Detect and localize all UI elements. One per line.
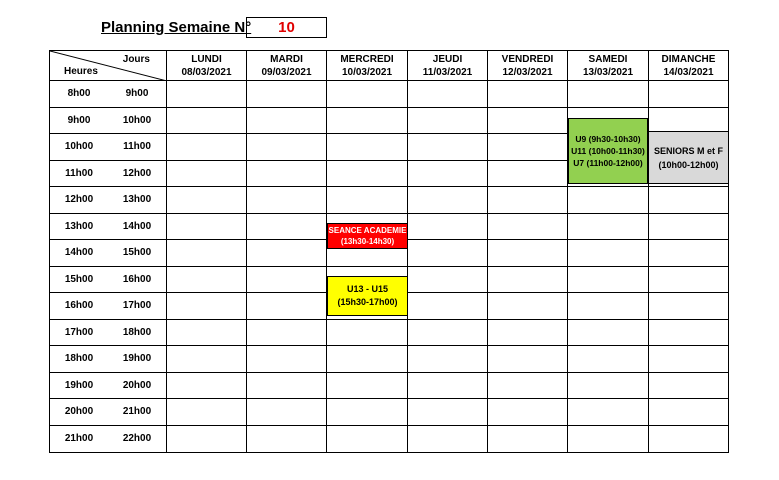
day-header-samedi (568, 51, 649, 81)
slot-cell[interactable] (247, 240, 327, 267)
slot-cell[interactable] (408, 293, 488, 320)
event-line-u9: U9 (9h30-10h30) (575, 134, 641, 144)
slot-cell[interactable] (649, 372, 729, 399)
hour-end: 21h00 (122, 406, 152, 418)
slot-cell[interactable] (167, 319, 247, 346)
slot-cell[interactable] (247, 107, 327, 134)
slot-cell[interactable] (247, 425, 327, 452)
slot-cell[interactable] (488, 160, 568, 187)
slot-cell[interactable] (327, 187, 408, 214)
time-row (50, 425, 729, 452)
hour-end: 17h00 (122, 300, 152, 312)
slot-cell[interactable] (408, 81, 488, 108)
slot-cell[interactable] (247, 134, 327, 161)
event-time: (10h00-12h00) (658, 159, 719, 170)
slot-cell[interactable] (327, 425, 408, 452)
slot-cell[interactable] (488, 425, 568, 452)
slot-cell[interactable] (247, 346, 327, 373)
slot-cell[interactable] (568, 81, 649, 108)
day-header-vendredi (488, 51, 568, 81)
slot-cell[interactable] (167, 399, 247, 426)
slot-cell[interactable] (327, 319, 408, 346)
slot-cell[interactable] (649, 213, 729, 240)
day-date: 09/03/2021 (261, 66, 312, 78)
day-header-lundi (167, 51, 247, 81)
slot-cell[interactable] (247, 160, 327, 187)
hour-cell (50, 240, 167, 267)
schedule-table (49, 50, 729, 453)
slot-cell[interactable] (649, 107, 729, 134)
slot-cell[interactable] (247, 213, 327, 240)
week-number: 10 (246, 17, 327, 38)
slot-cell[interactable] (167, 107, 247, 134)
slot-cell[interactable] (327, 346, 408, 373)
slot-cell[interactable] (408, 372, 488, 399)
day-date: 12/03/2021 (502, 66, 553, 78)
hour-start: 21h00 (64, 433, 94, 444)
slot-cell[interactable] (408, 187, 488, 214)
event-time: (15h30-17h00) (337, 297, 398, 307)
slot-cell[interactable] (649, 319, 729, 346)
slot-cell[interactable] (649, 266, 729, 293)
slot-cell[interactable] (247, 81, 327, 108)
hour-cell (50, 160, 167, 187)
day-header-jeudi (408, 51, 488, 81)
slot-cell[interactable] (649, 346, 729, 373)
day-name: MARDI (270, 53, 303, 65)
hour-end: 16h00 (122, 273, 152, 285)
day-date: 11/03/2021 (422, 66, 473, 78)
slot-cell[interactable] (568, 319, 649, 346)
slot-cell[interactable] (488, 187, 568, 214)
hour-start: 19h00 (64, 379, 94, 391)
slot-cell[interactable] (488, 81, 568, 108)
event-title: SENIORS M et F (653, 145, 723, 156)
hour-end: 13h00 (122, 194, 152, 206)
hour-cell (50, 372, 167, 399)
hour-cell (50, 107, 167, 134)
hour-cell (50, 266, 167, 293)
slot-cell[interactable] (167, 240, 247, 267)
hour-cell (50, 187, 167, 214)
hour-end: 15h00 (122, 247, 152, 259)
slot-cell[interactable] (649, 240, 729, 267)
slot-cell[interactable] (327, 107, 408, 134)
time-row (50, 81, 729, 108)
day-header-dimanche (649, 51, 729, 81)
hour-cell (50, 399, 167, 426)
day-name: MERCREDI (340, 53, 394, 65)
day-name: VENDREDI (501, 53, 554, 65)
hour-cell (50, 81, 167, 108)
day-date: 14/03/2021 (663, 66, 714, 78)
event-samedi-jeunes (568, 118, 648, 184)
hour-end: 12h00 (122, 167, 152, 179)
time-row (50, 346, 729, 373)
header-row (50, 51, 729, 81)
day-date: 13/03/2021 (582, 66, 634, 78)
event-line-u7: U7 (11h00-12h00) (573, 158, 643, 168)
slot-cell[interactable] (568, 293, 649, 320)
slot-cell[interactable] (649, 425, 729, 452)
hour-cell (50, 346, 167, 373)
day-name: SAMEDI (588, 53, 628, 65)
slot-cell[interactable] (568, 372, 649, 399)
slot-cell[interactable] (488, 399, 568, 426)
slot-cell[interactable] (167, 266, 247, 293)
hour-end: 20h00 (122, 379, 152, 391)
event-time: (13h30-14h30) (340, 237, 395, 246)
slot-cell[interactable] (247, 372, 327, 399)
slot-cell[interactable] (568, 213, 649, 240)
slot-cell[interactable] (327, 399, 408, 426)
day-header-mardi (247, 51, 327, 81)
slot-cell[interactable] (327, 134, 408, 161)
hour-start: 17h00 (64, 326, 94, 338)
slot-cell[interactable] (408, 425, 488, 452)
hour-start: 11h00 (65, 167, 93, 179)
hour-cell (50, 134, 167, 161)
slot-cell[interactable] (327, 160, 408, 187)
slot-cell[interactable] (247, 266, 327, 293)
day-name: LUNDI (191, 53, 222, 65)
hour-end: 9h00 (125, 88, 149, 100)
hour-start: 15h00 (64, 273, 94, 285)
slot-cell[interactable] (408, 213, 488, 240)
event-seniors (648, 131, 729, 184)
time-row (50, 319, 729, 346)
hour-start: 13h00 (64, 220, 94, 232)
day-date: 10/03/2021 (341, 66, 393, 78)
slot-cell[interactable] (408, 240, 488, 267)
hour-end: 10h00 (122, 114, 152, 126)
slot-cell[interactable] (649, 399, 729, 426)
slot-cell[interactable] (568, 187, 649, 214)
slot-cell[interactable] (247, 187, 327, 214)
day-name: JEUDI (432, 53, 463, 65)
hour-start: 16h00 (64, 300, 94, 312)
slot-cell[interactable] (649, 81, 729, 108)
time-row (50, 372, 729, 399)
slot-cell[interactable] (408, 107, 488, 134)
slot-cell[interactable] (488, 240, 568, 267)
slot-cell[interactable] (408, 134, 488, 161)
hour-end: 19h00 (122, 353, 152, 365)
event-line-u11: U11 (10h00-11h30) (571, 146, 645, 156)
slot-cell[interactable] (167, 346, 247, 373)
event-title: U13 - U15 (346, 284, 389, 294)
slot-cell[interactable] (488, 293, 568, 320)
slot-cell[interactable] (488, 213, 568, 240)
corner-cell (50, 51, 167, 81)
hour-start: 20h00 (64, 406, 94, 418)
hour-start: 9h00 (67, 114, 91, 126)
slot-cell[interactable] (247, 293, 327, 320)
slot-cell[interactable] (327, 81, 408, 108)
hour-end: 11h00 (123, 141, 151, 153)
day-header-mercredi (327, 51, 408, 81)
slot-cell[interactable] (488, 346, 568, 373)
day-name: DIMANCHE (661, 53, 716, 65)
slot-cell[interactable] (247, 319, 327, 346)
slot-cell[interactable] (488, 319, 568, 346)
slot-cell[interactable] (568, 346, 649, 373)
slot-cell[interactable] (488, 372, 568, 399)
slot-cell[interactable] (488, 107, 568, 134)
slot-cell[interactable] (167, 213, 247, 240)
hour-start: 8h00 (67, 88, 91, 100)
slot-cell[interactable] (649, 293, 729, 320)
slot-cell[interactable] (167, 372, 247, 399)
hour-end: 22h00 (122, 433, 152, 444)
slot-cell[interactable] (167, 81, 247, 108)
slot-cell[interactable] (408, 346, 488, 373)
slot-cell[interactable] (408, 266, 488, 293)
time-row (50, 399, 729, 426)
hour-end: 18h00 (122, 326, 152, 338)
event-seance-academie (327, 223, 408, 249)
slot-cell[interactable] (408, 319, 488, 346)
slot-cell[interactable] (167, 187, 247, 214)
slot-cell[interactable] (167, 160, 247, 187)
slot-cell[interactable] (327, 372, 408, 399)
slot-cell[interactable] (488, 134, 568, 161)
day-date: 08/03/2021 (181, 66, 232, 78)
slot-cell[interactable] (568, 266, 649, 293)
slot-cell[interactable] (247, 399, 327, 426)
hour-start: 12h00 (64, 194, 94, 206)
slot-cell[interactable] (568, 240, 649, 267)
hour-end: 14h00 (122, 220, 152, 232)
event-u13-u15 (327, 276, 408, 316)
slot-cell[interactable] (568, 425, 649, 452)
slot-cell[interactable] (649, 187, 729, 214)
hour-start: 14h00 (64, 247, 94, 259)
slot-cell[interactable] (488, 266, 568, 293)
time-row (50, 187, 729, 214)
heures-label: Heures (64, 66, 98, 77)
hour-cell (50, 319, 167, 346)
jours-label: Jours (122, 54, 150, 65)
hour-start: 10h00 (64, 141, 94, 153)
slot-cell[interactable] (568, 399, 649, 426)
hour-cell (50, 213, 167, 240)
slot-cell[interactable] (167, 134, 247, 161)
hour-cell (50, 293, 167, 320)
slot-cell[interactable] (408, 399, 488, 426)
page-title: Planning Semaine N° (101, 19, 252, 36)
event-title: SEANCE ACADEMIE (328, 226, 407, 235)
slot-cell[interactable] (167, 293, 247, 320)
slot-cell[interactable] (167, 425, 247, 452)
slot-cell[interactable] (408, 160, 488, 187)
hour-start: 18h00 (64, 353, 94, 365)
hour-cell (50, 425, 167, 452)
